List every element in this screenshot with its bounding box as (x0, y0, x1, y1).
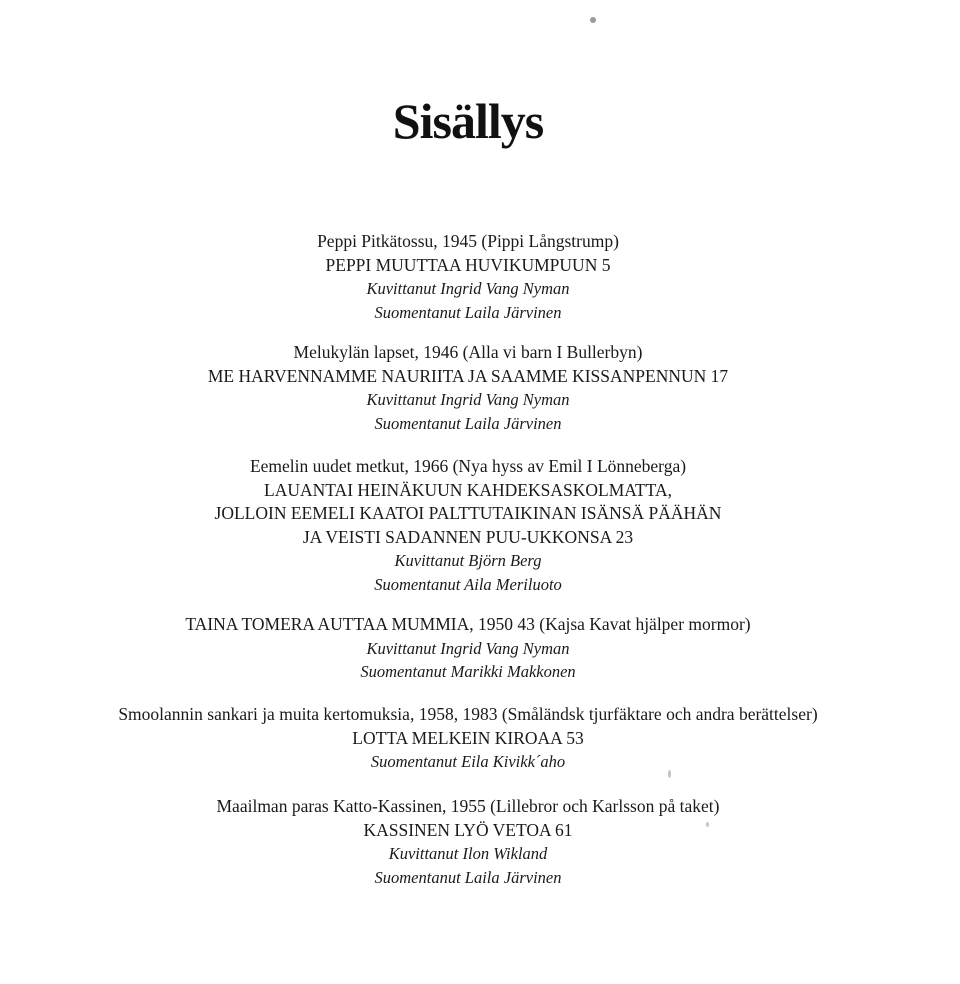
toc-entry-smoolanni (0, 703, 936, 774)
toc-entry-kassinen (0, 795, 936, 889)
story-title-line: PEPPI MUUTTAA HUVIKUMPUUN 5 (325, 254, 611, 275)
story-title-line: TAINA TOMERA AUTTAA MUMMIA, 1950 43 (Kajsa Kavat hjälper mormor) (185, 614, 751, 634)
story-title-line: ME HARVENNAMME NAURIITA JA SAAMME KISSANPENNUN 17 (207, 365, 729, 386)
translator-credit: Suomentanut Laila Järvinen (374, 302, 562, 322)
translator-credit: Suomentanut Laila Järvinen (374, 413, 562, 433)
illustrator-credit: Kuvittanut Ingrid Vang Nyman (366, 390, 570, 409)
toc-entry-eemeli (0, 455, 936, 596)
story-title-line: LOTTA MELKEIN KIROAA 53 (352, 727, 584, 748)
book-title-line: Peppi Pitkätossu, 1945 (Pippi Långstrump) (317, 231, 619, 251)
translator-credit: Suomentanut Eila Kivikk´aho (370, 752, 566, 771)
book-title-line: Smoolannin sankari ja muita kertomuksia, 1958, 1983 (Småländsk tjurfäktare och andra berättelser) (118, 704, 818, 724)
story-title-line: KASSINEN LYÖ VETOA 61 (363, 819, 573, 840)
translator-credit: Suomentanut Aila Meriluoto (374, 574, 562, 594)
illustrator-credit: Kuvittanut Ilon Wikland (388, 844, 548, 863)
toc-entry-peppi (0, 230, 936, 324)
translator-credit: Suomentanut Marikki Makkonen (360, 662, 576, 681)
story-title-line: JA VEISTI SADANNEN PUU-UKKONSA 23 (302, 526, 634, 547)
illustrator-credit: Kuvittanut Ingrid Vang Nyman (366, 279, 570, 298)
toc-entry-taina (0, 613, 936, 684)
story-title-line: LAUANTAI HEINÄKUUN KAHDEKSASKOLMATTA, (264, 479, 672, 500)
illustrator-credit: Kuvittanut Björn Berg (394, 551, 542, 570)
book-title-line: Maailman paras Katto-Kassinen, 1955 (Lillebror och Karlsson på taket) (216, 796, 720, 816)
book-title-line: Eemelin uudet metkut, 1966 (Nya hyss av Emil I Lönneberga) (249, 456, 687, 476)
book-title-line: Melukylän lapset, 1946 (Alla vi barn I Bullerbyn) (293, 342, 643, 362)
toc-entry-melukyla (0, 341, 936, 435)
page-title: Sisällys (392, 92, 544, 149)
translator-credit: Suomentanut Laila Järvinen (374, 867, 562, 887)
story-title-line: JOLLOIN EEMELI KAATOI PALTTUTAIKINAN ISÄNSÄ PÄÄHÄN (214, 503, 722, 523)
illustrator-credit: Kuvittanut Ingrid Vang Nyman (366, 638, 570, 658)
paper-speck (590, 17, 596, 23)
